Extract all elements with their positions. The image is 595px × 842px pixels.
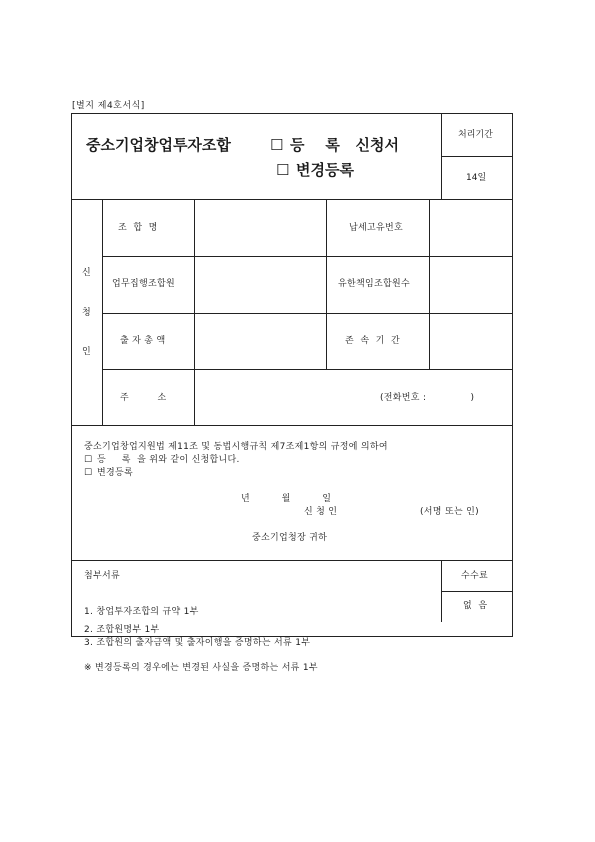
statement-bottom-rule	[72, 560, 513, 561]
header-bottom-rule	[72, 199, 513, 200]
option-change-label: 변경등록	[296, 161, 354, 179]
header-period-vline	[441, 114, 442, 199]
fee-label: 수수료	[461, 571, 488, 581]
option-register-label: 등 록 신청서	[290, 136, 400, 154]
statement-register-checkbox[interactable]: ☐	[84, 455, 93, 465]
attachment-item-3: 3. 조합원의 출자금액 및 출자이행을 증명하는 서류 1부	[84, 638, 311, 648]
value-label2-vline	[326, 199, 327, 369]
statement-register-text: 등 록 을 위와 같이 신청합니다.	[97, 455, 240, 465]
fee-value: 없 음	[463, 601, 488, 611]
tax-id-label: 납세고유번호	[349, 223, 403, 233]
address-label: 주 소	[120, 393, 167, 403]
applicant-bottom-rule	[72, 425, 513, 426]
statement-legal-basis: 중소기업창업지원법 제11조 및 동법시행규칙 제7조제1항의 규정에 의하여	[84, 442, 388, 452]
row-divider-1	[102, 256, 513, 257]
option-register-checkbox[interactable]: ☐	[270, 136, 284, 154]
application-date[interactable]: 년 월 일	[241, 494, 332, 504]
label2-value2-vline	[429, 199, 430, 369]
attachment-item-2: 2. 조합원명부 1부	[84, 625, 160, 635]
option-change-checkbox[interactable]: ☐	[276, 161, 290, 179]
applicant-signature-label: 신 청 인	[304, 507, 338, 517]
processing-period-label: 처리기간	[458, 130, 493, 140]
processing-period-value: 14일	[466, 173, 487, 183]
duration-label: 존 속 기 간	[345, 336, 400, 346]
addressee: 중소기업청장 귀하	[252, 533, 328, 543]
signature-note: (서명 또는 인)	[420, 507, 479, 517]
total-investment-label: 출 자 총 액	[120, 336, 166, 346]
header-period-divider	[441, 156, 513, 157]
label-value-vline	[194, 199, 195, 425]
attachment-change-note: ※ 변경등록의 경우에는 변경된 사실을 증명하는 서류 1부	[84, 663, 318, 673]
union-name-label: 조 합 명	[118, 223, 158, 233]
statement-change-checkbox[interactable]: ☐	[84, 468, 93, 478]
statement-change-text: 변경등록	[97, 468, 133, 478]
managing-partner-label: 업무집행조합원	[112, 279, 175, 289]
applicant-side-label-3: 인	[82, 347, 91, 357]
applicant-side-label-1: 신	[82, 268, 91, 278]
attachment-item-1: 1. 창업투자조합의 규약 1부	[84, 607, 199, 617]
form-number-tag: [별지 제4호서식]	[72, 101, 145, 111]
fee-divider	[441, 591, 513, 592]
attachments-heading: 첨부서류	[84, 571, 120, 581]
limited-partner-count-label: 유한책임조합원수	[338, 279, 410, 289]
form-title: 중소기업창업투자조합	[86, 136, 231, 154]
fee-vline	[441, 560, 442, 622]
applicant-side-label-2: 청	[82, 308, 91, 318]
phone-number-field[interactable]: (전화번호 : )	[380, 393, 475, 403]
application-form	[71, 113, 513, 673]
row-divider-3	[102, 369, 513, 370]
side-label-vline	[102, 199, 103, 425]
row-divider-2	[102, 313, 513, 314]
